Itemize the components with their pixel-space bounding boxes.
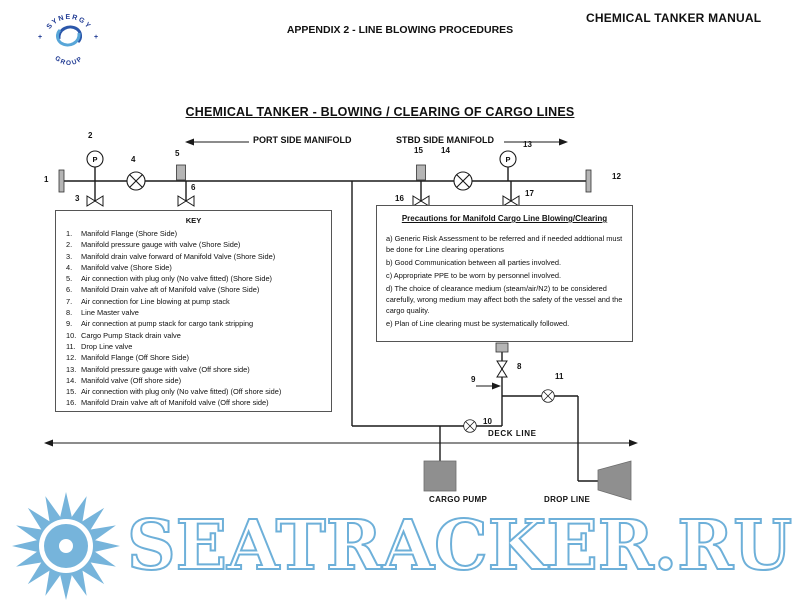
- precaution-item: c) Appropriate PPE to be worn by personnel involved.: [386, 271, 562, 280]
- manifold-valve-4: [127, 172, 145, 190]
- component-number-11: 11: [555, 372, 564, 381]
- component-number-10: 10: [483, 417, 492, 426]
- precaution-item: a) Generic Risk Assessment to be referred and if needed addtional must be done for Line clearing operations: [386, 234, 623, 254]
- air-plug-5: [177, 165, 186, 180]
- key-item: 10. Cargo Pump Stack drain valve: [66, 330, 181, 340]
- pressure-gauge-stbd: [500, 151, 516, 167]
- precautions-title: Precautions for Manifold Cargo Line Blowing/Clearing: [401, 214, 608, 223]
- key-item: 7. Air connection for Line blowing at pump stack: [66, 296, 230, 306]
- component-number-4: 4: [131, 155, 136, 164]
- key-item: 1. Manifold Flange (Shore Side): [66, 229, 178, 238]
- drop-line-symbol: [598, 461, 631, 500]
- line-master-valve-8: [497, 361, 507, 377]
- component-number-9: 9: [471, 375, 476, 384]
- key-item: 11. Drop Line valve: [66, 341, 133, 351]
- diagram-title: CHEMICAL TANKER - BLOWING / CLEARING OF CARGO LINES: [185, 105, 575, 119]
- stbd-manifold-arrow: [504, 139, 568, 146]
- drop-line-label: DROP LINE: [544, 495, 591, 504]
- component-number-3: 3: [75, 194, 80, 203]
- logo-text-top: SYNERGY: [45, 13, 93, 31]
- port-side-manifold-label: PORT SIDE MANIFOLD: [253, 135, 352, 145]
- component-number-8: 8: [517, 362, 522, 371]
- key-box-title: KEY: [185, 216, 202, 225]
- port-manifold-arrow: [185, 139, 249, 146]
- pressure-gauge-port: [87, 151, 103, 167]
- manual-title: CHEMICAL TANKER MANUAL: [586, 11, 762, 25]
- air-plug-15: [417, 165, 426, 180]
- key-item: 9. Air connection at pump stack for cargo tank stripping: [66, 319, 254, 329]
- watermark-text: SEATRACKER.RU: [127, 506, 792, 586]
- gauge-letter-port: P: [92, 155, 98, 164]
- component-number-5: 5: [175, 149, 180, 158]
- key-item: 13. Manifold pressure gauge with valve (Off shore side): [66, 364, 250, 374]
- logo-text-bottom: GROUP: [53, 54, 85, 67]
- precautions-box: [376, 205, 633, 342]
- stripping-air-arrow-9: [476, 383, 501, 390]
- component-number-13: 13: [523, 140, 532, 149]
- gauge-letter-stbd: P: [505, 155, 511, 164]
- key-item: 5. Air connection with plug only (No valve fitted) (Shore Side): [66, 274, 273, 284]
- deck-line-arrow: [44, 440, 638, 447]
- key-item: 4. Manifold valve (Shore Side): [66, 262, 172, 272]
- key-item: 6. Manifold Drain valve aft of Manifold valve (Shore Side): [66, 285, 260, 295]
- stbd-side-manifold-label: STBD SIDE MANIFOLD: [396, 135, 494, 145]
- precaution-item: d) The choice of clearance medium (steam/air/N2) to be considered carefully, wrong medium may affect both the safety of the vessel and the cargo quality.: [386, 284, 623, 315]
- manifold-flange-offshore: [586, 170, 591, 192]
- key-item: 16. Manifold Drain valve aft of Manifold valve (Off shore side): [66, 398, 269, 408]
- component-number-12: 12: [612, 172, 621, 181]
- appendix-title: APPENDIX 2 - LINE BLOWING PROCEDURES: [286, 24, 514, 36]
- key-item: 8. Line Master valve: [66, 308, 139, 318]
- manifold-flange-shore: [59, 170, 64, 192]
- key-item: 15. Air connection with plug only (No valve fitted) (Off shore side): [66, 387, 282, 397]
- key-box: [55, 210, 332, 412]
- key-item: 12. Manifold Flange (Off Shore Side): [66, 353, 189, 363]
- logo-swirl-icon: [57, 27, 80, 45]
- component-number-17: 17: [525, 189, 534, 198]
- component-number-16: 16: [395, 194, 404, 203]
- air-plug-7: [496, 343, 508, 352]
- logo-mark-left: +: [38, 34, 43, 41]
- deck-line-label: DECK LINE: [488, 429, 537, 438]
- component-number-14: 14: [441, 146, 450, 155]
- cargo-pump-label: CARGO PUMP: [429, 495, 488, 504]
- synergy-group-logo: [34, 5, 104, 67]
- precaution-item: e) Plan of Line clearing must be systematically followed.: [386, 319, 570, 328]
- logo-mark-right: +: [94, 34, 99, 41]
- component-number-15: 15: [414, 146, 423, 155]
- component-number-6: 6: [191, 183, 196, 192]
- component-number-1: 1: [44, 175, 49, 184]
- key-item: 2. Manifold pressure gauge with valve (Shore Side): [66, 240, 241, 250]
- svg-text:GROUP: [53, 55, 84, 67]
- key-item: 14. Manifold valve (Off shore side): [66, 375, 182, 385]
- manifold-valve-14: [454, 172, 472, 190]
- pump-stack-drain-valve-10: [464, 420, 477, 433]
- cargo-pump-symbol: [424, 461, 456, 491]
- key-item: 3. Manifold drain valve forward of Manifold Valve (Shore Side): [66, 251, 276, 261]
- precaution-item: b) Good Communication between all parties involved.: [386, 258, 562, 267]
- drop-line-valve-11: [542, 390, 555, 403]
- component-number-2: 2: [88, 131, 93, 140]
